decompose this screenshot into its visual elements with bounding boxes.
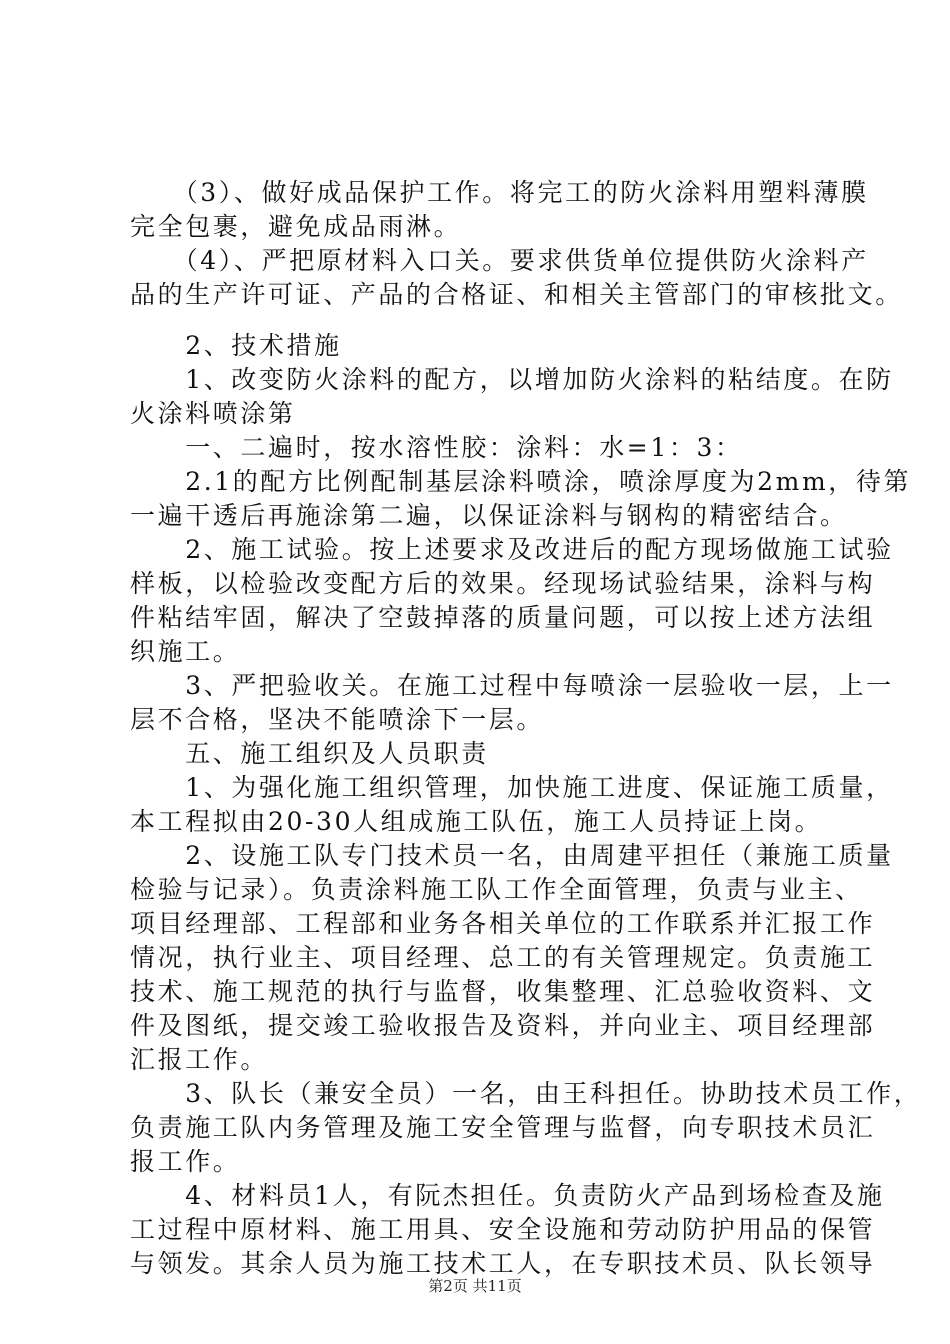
text-line: 2、设施工队专门技术员一名，由周建平担任（兼施工质量 xyxy=(130,841,894,870)
text-line: 项目经理部、工程部和业务各相关单位的工作联系并汇报工作 xyxy=(130,909,876,938)
section-heading: 五、施工组织及人员职责 xyxy=(130,739,489,768)
section-heading: 2、技术措施 xyxy=(130,331,342,360)
text-line: 样板，以检验改变配方后的效果。经现场试验结果，涂料与构 xyxy=(130,569,876,598)
text-line: 品的生产许可证、产品的合格证、和相关主管部门的审核批文。 xyxy=(130,280,903,309)
text-line: 1、改变防火涂料的配方，以增加防火涂料的粘结度。在防 xyxy=(130,365,894,394)
text-line: 一遍干透后再施涂第二遍，以保证涂料与钢构的精密结合。 xyxy=(130,501,848,530)
text-line: 本工程拟由20-30人组成施工队伍，施工人员持证上岗。 xyxy=(130,807,823,836)
text-line: 层不合格，坚决不能喷涂下一层。 xyxy=(130,705,545,734)
text-line: 4、材料员1人，有阮杰担任。负责防火产品到场检查及施 xyxy=(130,1181,885,1210)
text-line: 件及图纸，提交竣工验收报告及资料，并向业主、项目经理部 xyxy=(130,1011,876,1040)
text-line: 工过程中原材料、施工用具、安全设施和劳动防护用品的保管 xyxy=(130,1215,876,1244)
text-line: 件粘结牢固，解决了空鼓掉落的质量问题，可以按上述方法组 xyxy=(130,603,876,632)
text-line: 火涂料喷涂第 xyxy=(130,399,296,428)
text-line: 负责施工队内务管理及施工安全管理与监督，向专职技术员汇 xyxy=(130,1113,876,1142)
text-line: 汇报工作。 xyxy=(130,1045,269,1074)
page-number-footer: 第2页 共11页 xyxy=(428,1277,522,1295)
text-line: 织施工。 xyxy=(130,637,241,666)
text-line: 与领发。其余人员为施工技术工人，在专职技术员、队长领导 xyxy=(130,1249,876,1278)
text-line: 2、施工试验。按上述要求及改进后的配方现场做施工试验 xyxy=(130,535,894,564)
text-line: 技术、施工规范的执行与监督，收集整理、汇总验收资料、文 xyxy=(130,977,876,1006)
text-line: 情况，执行业主、项目经理、总工的有关管理规定。负责施工 xyxy=(130,943,876,972)
text-line: 检验与记录）。负责涂料施工队工作全面管理，负责与业主、 xyxy=(130,875,863,904)
text-line: 完全包裹，避免成品雨淋。 xyxy=(130,212,462,241)
text-line: 1、为强化施工组织管理，加快施工进度、保证施工质量， xyxy=(130,773,894,802)
text-line: （4）、严把原材料入口关。要求供货单位提供防火涂料产 xyxy=(130,246,869,275)
text-line: 2.1的配方比例配制基层涂料喷涂，喷涂厚度为2mm，待第 xyxy=(130,467,912,496)
text-line: 3、严把验收关。在施工过程中每喷涂一层验收一层，上一 xyxy=(130,671,894,700)
text-line: 3、队长（兼安全员）一名，由王科担任。协助技术员工作， xyxy=(130,1079,922,1108)
text-line: 报工作。 xyxy=(130,1147,241,1176)
text-line: 一、二遍时，按水溶性胶：涂料：水=1：3： xyxy=(130,433,743,462)
text-line: （3）、做好成品保护工作。将完工的防火涂料用塑料薄膜 xyxy=(130,178,869,207)
